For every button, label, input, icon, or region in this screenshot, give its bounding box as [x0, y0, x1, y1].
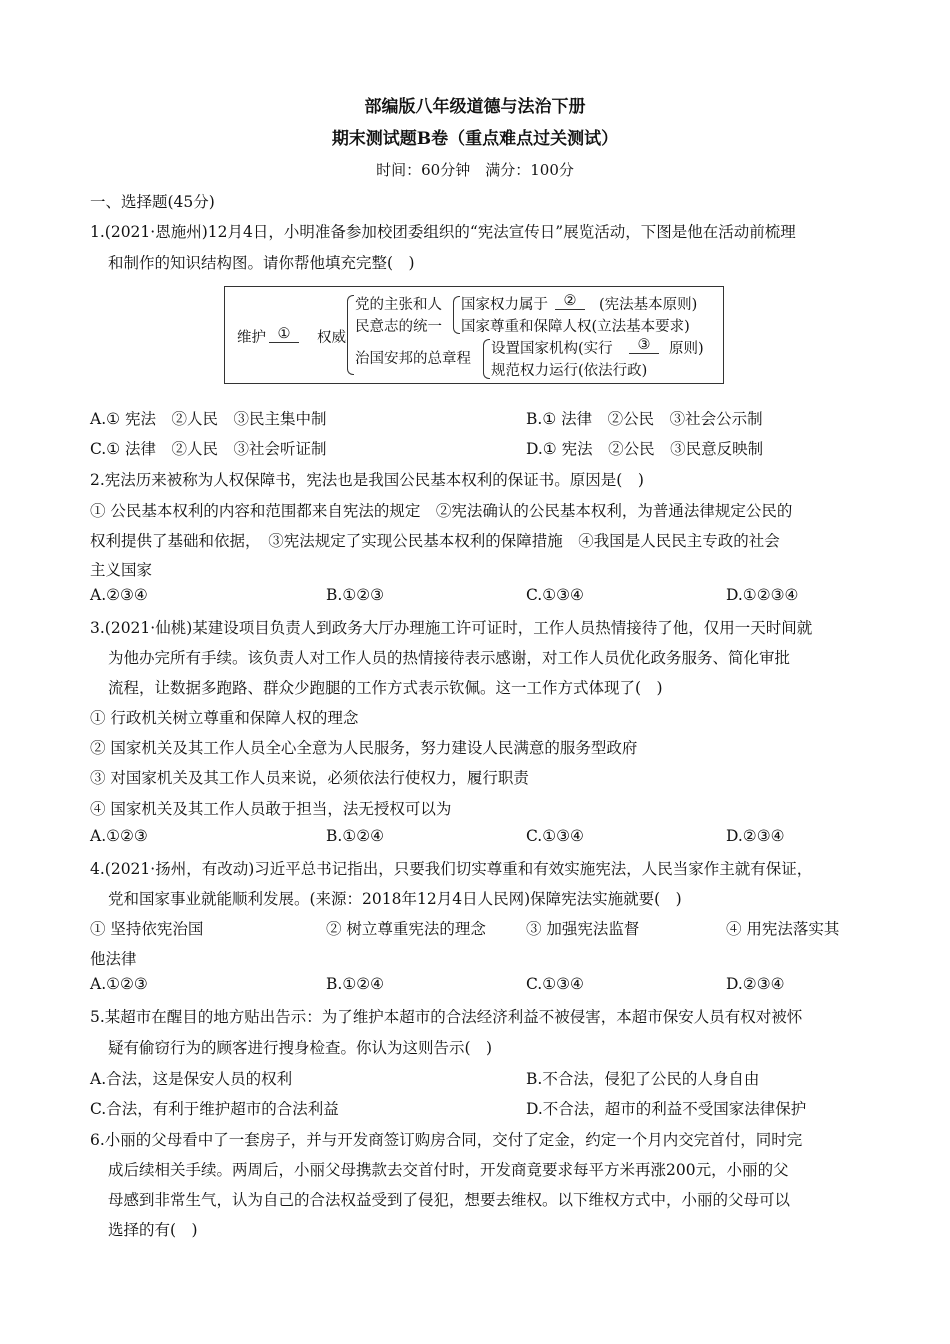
time-score-info: 时间：60分钟 满分：100分	[376, 161, 574, 179]
q1-stem-line2: 和制作的知识结构图。请你帮他填充完整( )	[108, 254, 415, 272]
q3-option-d[interactable]: D.②③④	[726, 827, 785, 845]
diagram-root-suffix: 权威	[317, 330, 346, 346]
diagram-blank-2: ②	[555, 293, 585, 310]
diagram-leaf4: 规范权力运行(依法行政)	[491, 363, 648, 379]
diagram-brace-2	[483, 339, 490, 379]
q5-option-b[interactable]: B.不合法，侵犯了公民的人身自由	[526, 1070, 760, 1088]
diagram-branch1-line1: 党的主张和人	[355, 297, 442, 313]
section-heading: 一、选择题(45分)	[90, 193, 215, 211]
q6-stem-line1: 6.小丽的父母看中了一套房子，并与开发商签订购房合同，交付了定金，约定一个月内交完首付，同时完	[90, 1131, 803, 1149]
q1-option-a[interactable]: A.① 宪法 ②人民 ③民主集中制	[90, 410, 327, 428]
q4-item-1: ① 坚持依宪治国	[90, 920, 204, 938]
q3-stem-line3: 流程，让数据多跑路、群众少跑腿的工作方式表示钦佩。这一工作方式体现了( )	[108, 679, 663, 697]
diagram-branch2: 治国安邦的总章程	[355, 351, 471, 367]
q4-item-3: ③ 加强宪法监督	[526, 920, 640, 938]
q2-option-d[interactable]: D.①②③④	[726, 586, 799, 604]
q2-stem: 2.宪法历来被称为人权保障书，宪法也是我国公民基本权利的保证书。原因是( )	[90, 471, 644, 489]
q1-option-d[interactable]: D.① 宪法 ②公民 ③民意反映制	[526, 440, 764, 458]
q1-option-c[interactable]: C.① 法律 ②人民 ③社会听证制	[90, 440, 327, 458]
q3-item-1: ① 行政机关树立尊重和保障人权的理念	[90, 709, 359, 727]
diagram-blank-3: ③	[629, 337, 659, 354]
q4-stem-line2: 党和国家事业就能顺利发展。(来源：2018年12月4日人民网)保障宪法实施就要( )	[108, 890, 682, 908]
q2-items-line2: 权利提供了基础和依据， ③宪法规定了实现公民基本权利的保障措施 ④我国是人民民主专政的社会	[90, 532, 780, 550]
diagram-branch1-line2: 民意志的统一	[355, 319, 442, 335]
q4-option-a[interactable]: A.①②③	[90, 975, 148, 993]
q1-option-b[interactable]: B.① 法律 ②公民 ③社会公示制	[526, 410, 763, 428]
q2-option-b[interactable]: B.①②③	[326, 586, 385, 604]
q5-option-d[interactable]: D.不合法，超市的利益不受国家法律保护	[526, 1100, 807, 1118]
q2-option-c[interactable]: C.①③④	[526, 586, 584, 604]
diagram-leaf3-suffix: 原则)	[669, 341, 704, 357]
q2-option-a[interactable]: A.②③④	[90, 586, 148, 604]
q6-stem-line4: 选择的有( )	[108, 1221, 198, 1239]
q3-stem-line2: 为他办完所有手续。该负责人对工作人员的热情接待表示感谢，对工作人员优化政务服务、简化审批	[108, 649, 791, 667]
q3-item-3: ③ 对国家机关及其工作人员来说，必须依法行使权力，履行职责	[90, 769, 529, 787]
q5-stem-line1: 5.某超市在醒目的地方贴出告示：为了维护本超市的合法经济利益不被侵害，本超市保安人员有权对被怀	[90, 1008, 803, 1026]
knowledge-structure-diagram	[224, 286, 724, 384]
q3-stem-line1: 3.(2021·仙桃)某建设项目负责人到政务大厅办理施工许可证时，工作人员热情接待了他，仅用一天时间就	[90, 619, 813, 637]
q2-items-line1: ① 公民基本权利的内容和范围都来自宪法的规定 ②宪法确认的公民基本权利，为普通法律规定公民的	[90, 502, 793, 520]
q1-stem-line1: 1.(2021·恩施州)12月4日，小明准备参加校团委组织的“宪法宣传日”展览活动，下图是他在活动前梳理	[90, 223, 796, 241]
diagram-brace-1	[453, 296, 460, 334]
q4-option-c[interactable]: C.①③④	[526, 975, 584, 993]
exam-title: 部编版八年级道德与法治下册	[364, 97, 586, 117]
q4-option-b[interactable]: B.①②④	[326, 975, 385, 993]
q4-item-4: ④ 用宪法落实其	[726, 920, 840, 938]
q5-option-c[interactable]: C.合法，有利于维护超市的合法利益	[90, 1100, 339, 1118]
exam-subtitle: 期末测试题B卷（重点难点过关测试）	[331, 129, 619, 149]
q3-item-4: ④ 国家机关及其工作人员敢于担当，法无授权可以为	[90, 800, 452, 818]
diagram-leaf1-prefix: 国家权力属于	[461, 297, 548, 313]
q5-option-a[interactable]: A.合法，这是保安人员的权利	[90, 1070, 293, 1088]
q3-option-a[interactable]: A.①②③	[90, 827, 148, 845]
q3-item-2: ② 国家机关及其工作人员全心全意为人民服务，努力建设人民满意的服务型政府	[90, 739, 638, 757]
q6-stem-line3: 母感到非常生气，认为自己的合法权益受到了侵犯，想要去维权。以下维权方式中，小丽的父母可以	[108, 1191, 791, 1209]
q5-stem-line2: 疑有偷窃行为的顾客进行搜身检查。你认为这则告示( )	[108, 1039, 493, 1057]
diagram-blank-1: ①	[269, 326, 299, 343]
diagram-root-prefix: 维护	[237, 330, 266, 346]
q6-stem-line2: 成后续相关手续。两周后，小丽父母携款去交首付时，开发商竟要求每平方米再涨200元，小丽的父	[108, 1161, 789, 1179]
q4-item-4-cont: 他法律	[90, 950, 137, 968]
q4-stem-line1: 4.(2021·扬州，有改动)习近平总书记指出，只要我们切实尊重和有效实施宪法，人民当家作主就有保证，	[90, 860, 813, 878]
q3-option-c[interactable]: C.①③④	[526, 827, 584, 845]
q3-option-b[interactable]: B.①②④	[326, 827, 385, 845]
q2-items-line3: 主义国家	[90, 561, 153, 579]
diagram-leaf1-suffix: (宪法基本原则)	[599, 297, 698, 313]
q4-item-2: ② 树立尊重宪法的理念	[326, 920, 486, 938]
diagram-brace-main	[347, 295, 354, 375]
q4-option-d[interactable]: D.②③④	[726, 975, 785, 993]
diagram-leaf3-prefix: 设置国家机构(实行	[491, 341, 613, 357]
diagram-leaf2: 国家尊重和保障人权(立法基本要求)	[461, 319, 690, 335]
